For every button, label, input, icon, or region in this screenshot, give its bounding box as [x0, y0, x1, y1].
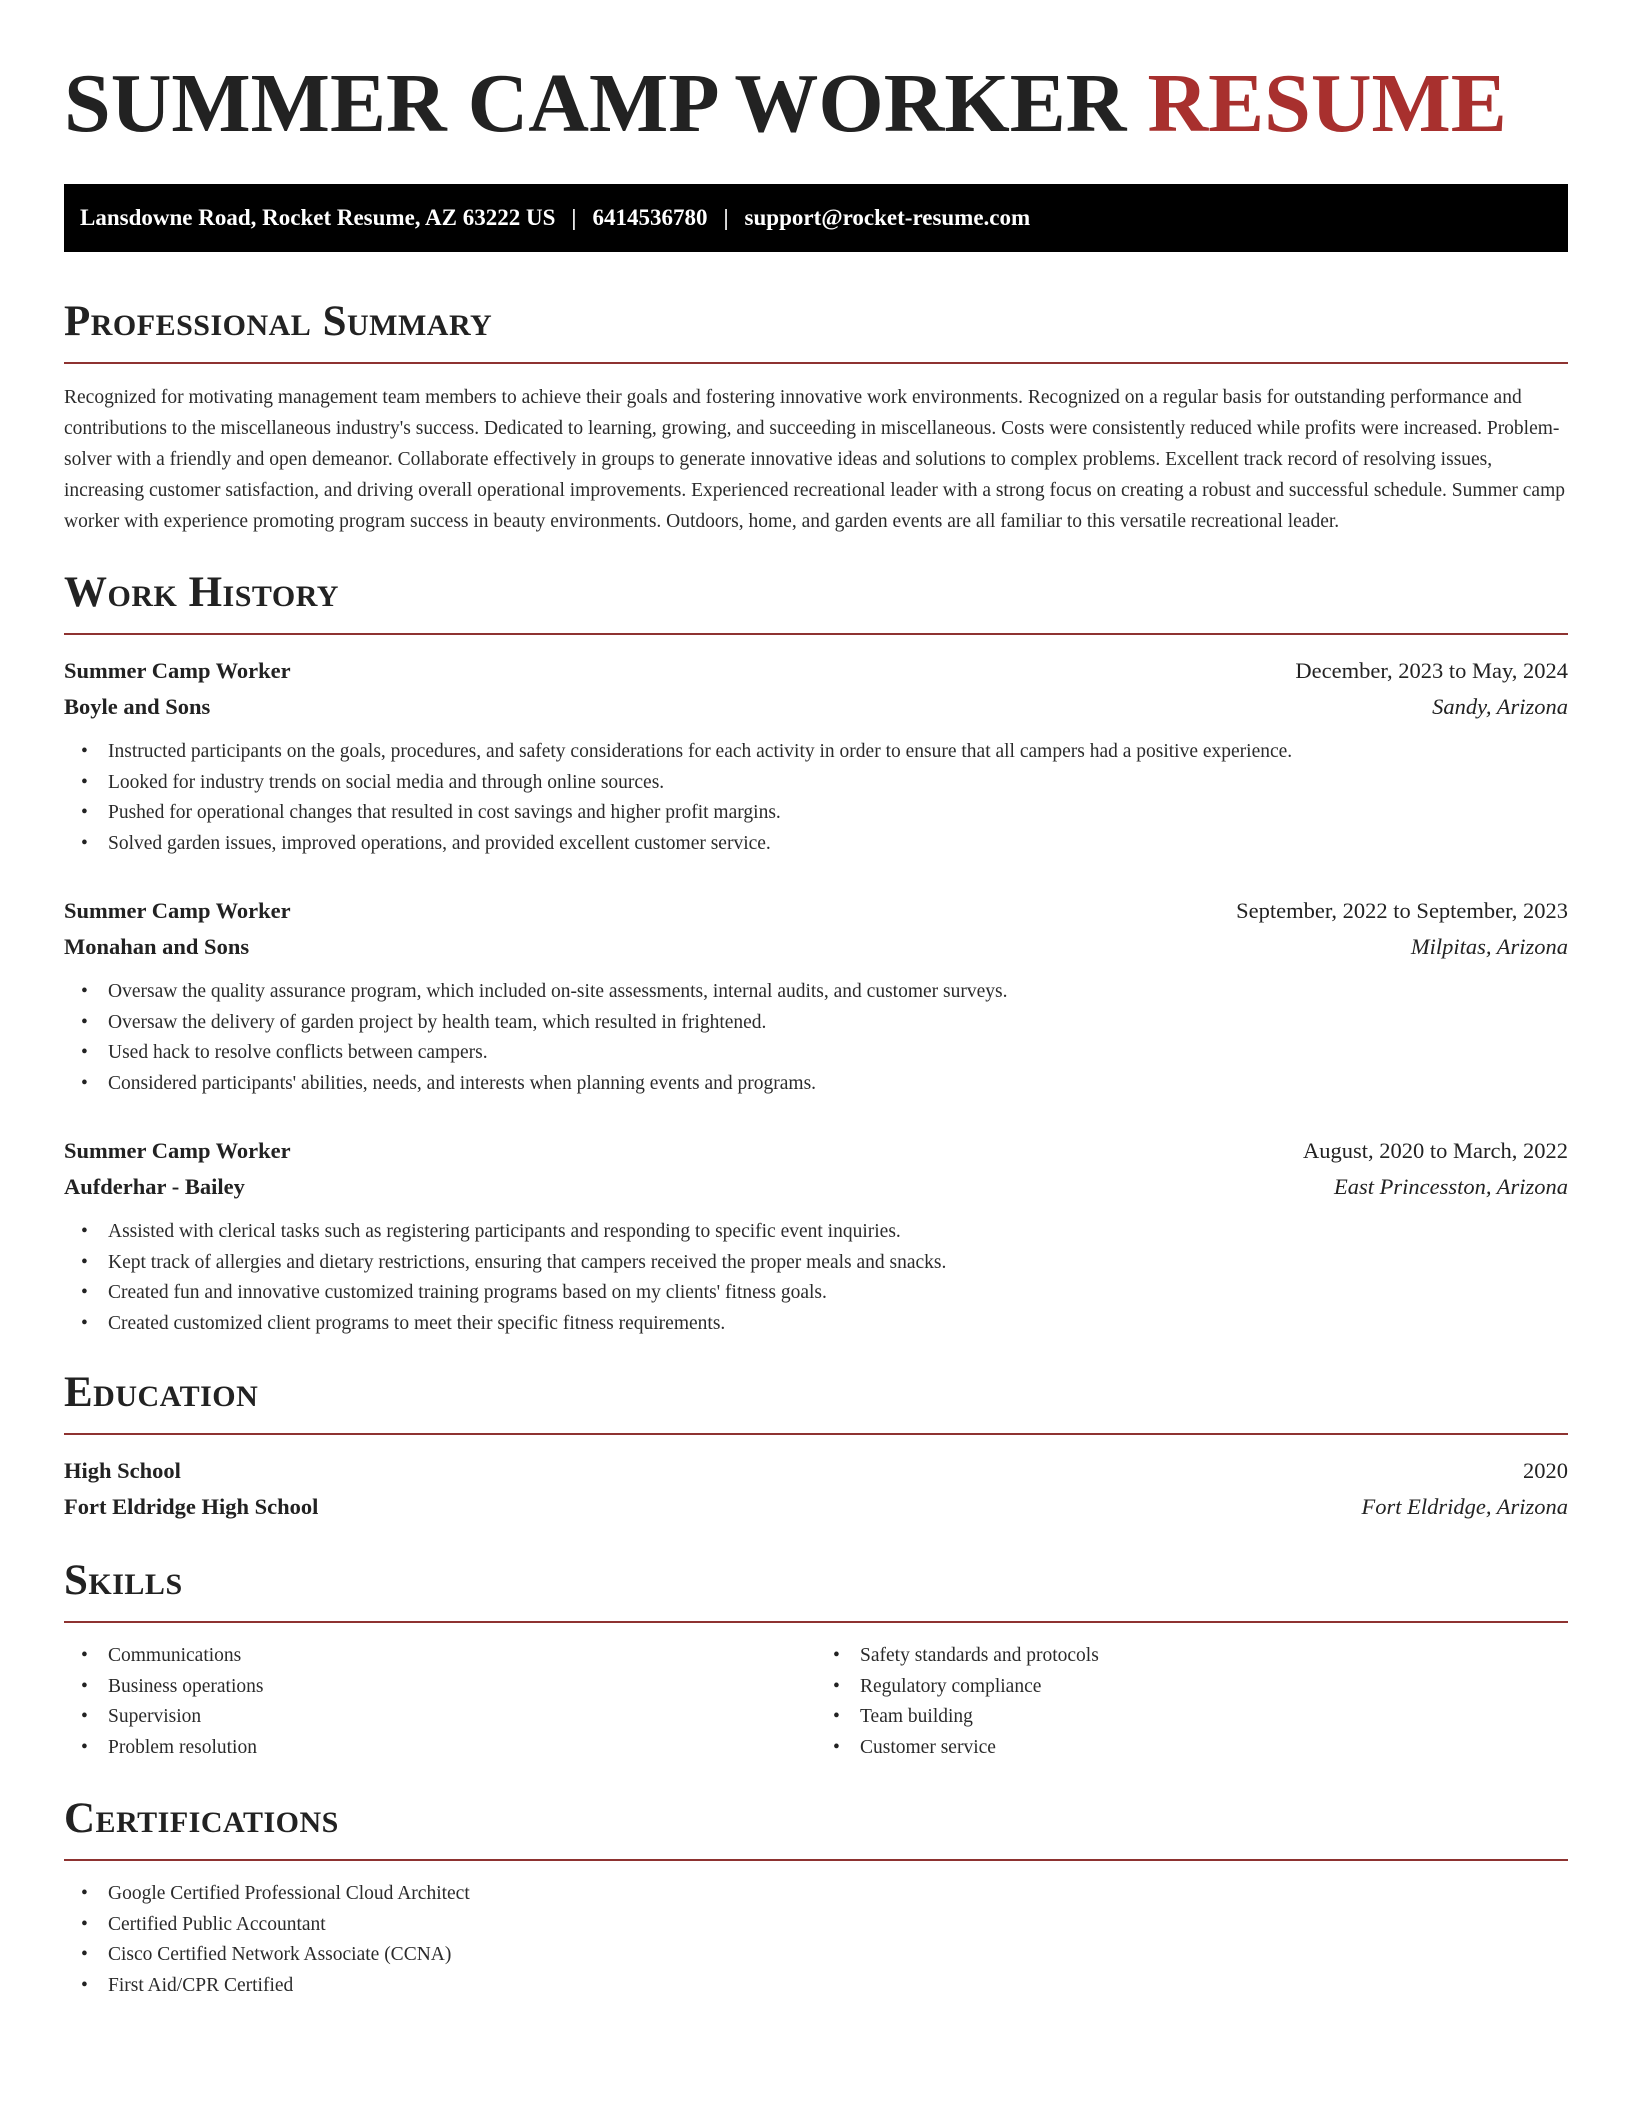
job-bullet: • Considered participants' abilities, needs, and interests when planning events and programs.: [64, 1069, 1568, 1100]
contact-bar: [64, 184, 1568, 252]
job-location: Sandy, Arizona: [1432, 694, 1568, 719]
job-location: Milpitas, Arizona: [1410, 934, 1568, 959]
education-entry: [64, 1453, 1568, 1525]
job-location: East Princesston, Arizona: [1334, 1174, 1568, 1199]
contact-email[interactable]: support@rocket-resume.com: [744, 205, 1031, 230]
skill-item: • Regulatory compliance: [816, 1672, 1568, 1703]
job-company: Aufderhar - Bailey: [64, 1174, 245, 1199]
education-degree: High School: [64, 1458, 181, 1483]
skills-section: [64, 1555, 1568, 1763]
education-school: Fort Eldridge High School: [64, 1494, 319, 1519]
certification-item: • First Aid/CPR Certified: [64, 1971, 1568, 2002]
job-entry: [64, 1133, 1568, 1339]
job-bullets: [64, 1217, 1568, 1339]
job-bullet: • Kept track of allergies and dietary restrictions, ensuring that campers received the proper meals and snacks.: [64, 1248, 1568, 1279]
job-bullet: • Oversaw the delivery of garden project by health team, which resulted in frightened.: [64, 1008, 1568, 1039]
job-bullet: • Assisted with clerical tasks such as registering participants and responding to specific event inquiries.: [64, 1217, 1568, 1248]
title-accent: RESUME: [1147, 57, 1507, 150]
job-bullet: • Solved garden issues, improved operations, and provided excellent customer service.: [64, 829, 1568, 860]
skill-item: • Safety standards and protocols: [816, 1641, 1568, 1672]
skill-item: • Team building: [816, 1702, 1568, 1733]
resume-title: [64, 0, 1568, 150]
skill-item: • Business operations: [64, 1672, 816, 1703]
job-title: Summer Camp Worker: [64, 658, 291, 683]
job-company: Boyle and Sons: [64, 694, 211, 719]
skills-column-right: [816, 1641, 1568, 1763]
skills-column-left: [64, 1641, 816, 1763]
certifications-heading: Certifications: [64, 1795, 339, 1842]
job-bullet: • Created customized client programs to meet their specific fitness requirements.: [64, 1309, 1568, 1340]
job-bullet: • Oversaw the quality assurance program, which included on-site assessments, internal audits, and customer surveys.: [64, 977, 1568, 1008]
section-divider: [64, 633, 1568, 635]
contact-phone[interactable]: 6414536780: [592, 205, 708, 230]
certification-item: • Cisco Certified Network Associate (CCNA): [64, 1940, 1568, 1971]
job-title: Summer Camp Worker: [64, 1138, 291, 1163]
job-bullet: • Used hack to resolve conflicts between campers.: [64, 1038, 1568, 1069]
section-divider: [64, 1433, 1568, 1435]
job-bullets: [64, 977, 1568, 1099]
education-year: 2020: [1523, 1458, 1568, 1483]
contact-separator: |: [723, 205, 729, 230]
skills-grid: [64, 1641, 1568, 1763]
title-main: SUMMER CAMP WORKER: [64, 57, 1127, 150]
section-divider: [64, 362, 1568, 364]
summary-heading: Professional Summary: [64, 298, 493, 345]
contact-separator: |: [571, 205, 577, 230]
education-heading: Education: [64, 1369, 259, 1416]
certifications-section: [64, 1793, 1568, 2001]
work-history-section: [64, 567, 1568, 1339]
job-title: Summer Camp Worker: [64, 898, 291, 923]
job-bullets: [64, 737, 1568, 859]
job-bullet: • Looked for industry trends on social media and through online sources.: [64, 768, 1568, 799]
job-dates: August, 2020 to March, 2022: [1303, 1138, 1568, 1163]
job-bullet: • Instructed participants on the goals, procedures, and safety considerations for each activity in order to ensure that all campers had a positive experience.: [64, 737, 1568, 768]
summary-section: [64, 296, 1568, 537]
job-entry: [64, 893, 1568, 1099]
job-company: Monahan and Sons: [64, 934, 250, 959]
skill-item: • Customer service: [816, 1733, 1568, 1764]
education-location: Fort Eldridge, Arizona: [1361, 1494, 1568, 1519]
section-divider: [64, 1859, 1568, 1861]
certifications-list: [64, 1879, 1568, 2001]
job-dates: December, 2023 to May, 2024: [1295, 658, 1568, 683]
skill-item: • Problem resolution: [64, 1733, 816, 1764]
certification-item: • Google Certified Professional Cloud Architect: [64, 1879, 1568, 1910]
work-history-heading: Work History: [64, 569, 339, 616]
certification-item: • Certified Public Accountant: [64, 1910, 1568, 1941]
section-divider: [64, 1621, 1568, 1623]
skill-item: • Communications: [64, 1641, 816, 1672]
education-section: [64, 1367, 1568, 1525]
contact-address: Lansdowne Road, Rocket Resume, AZ 63222 US: [80, 205, 556, 230]
job-bullet: • Created fun and innovative customized training programs based on my clients' fitness goals.: [64, 1278, 1568, 1309]
job-dates: September, 2022 to September, 2023: [1236, 898, 1568, 923]
job-bullet: • Pushed for operational changes that resulted in cost savings and higher profit margins.: [64, 798, 1568, 829]
job-entry: [64, 653, 1568, 859]
summary-text: Recognized for motivating management team members to achieve their goals and fostering innovative work environments. Recognized on a regular basis for outstanding performance and contributions to the miscellaneous industry's success. Dedicated to learning, growing, and succeeding in miscellaneous. Costs were consistently reduced while profits were increased. Problem-solver with a friendly and open demeanor. Collaborate effectively in groups to generate innovative ideas and solutions to complex problems. Excellent track record of resolving issues, increasing customer satisfaction, and driving overall operational improvements. Experienced recreational leader with a strong focus on creating a robust and successful schedule. Summer camp worker with experience promoting program success in beauty environments. Outdoors, home, and garden events are all familiar to this versatile recreational leader.: [64, 387, 1565, 532]
skill-item: • Supervision: [64, 1702, 816, 1733]
skills-heading: Skills: [64, 1557, 183, 1604]
